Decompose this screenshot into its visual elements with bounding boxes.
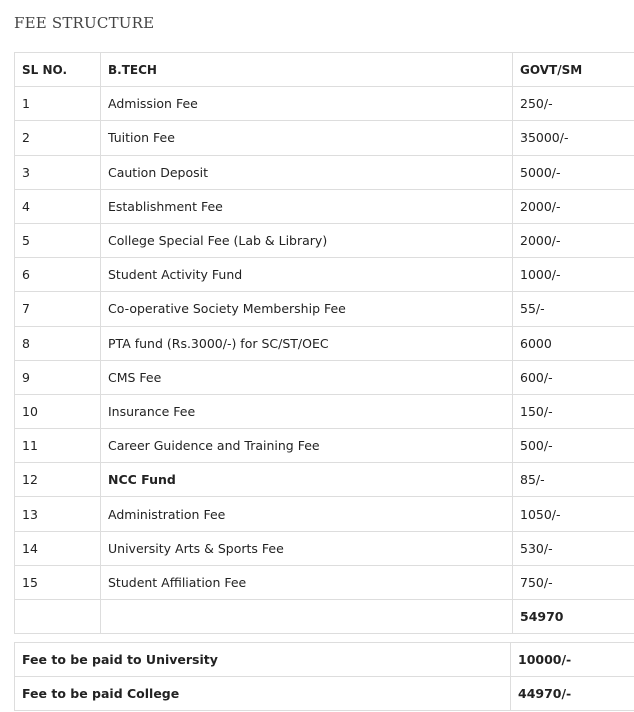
row-amount: 750/-: [513, 565, 634, 599]
row-amount: 1050/-: [513, 497, 634, 531]
row-item: Admission Fee: [101, 87, 513, 121]
row-item: Caution Deposit: [101, 155, 513, 189]
summary-amount: 10000/-: [511, 643, 634, 677]
row-item: University Arts & Sports Fee: [101, 531, 513, 565]
page-title: FEE STRUCTURE: [14, 14, 155, 32]
table-row: [15, 360, 634, 394]
row-amount: 5000/-: [513, 155, 634, 189]
row-item: Administration Fee: [101, 497, 513, 531]
table-row: [15, 497, 634, 531]
table-row: [15, 189, 634, 223]
table-row: [15, 326, 634, 360]
row-amount: 35000/-: [513, 121, 634, 155]
row-item: PTA fund (Rs.3000/-) for SC/ST/OEC: [101, 326, 513, 360]
header-quota: GOVT/SM: [513, 53, 634, 87]
row-amount: 600/-: [513, 360, 634, 394]
row-amount: 500/-: [513, 429, 634, 463]
row-sl: 12: [15, 463, 101, 497]
row-item: Career Guidence and Training Fee: [101, 429, 513, 463]
row-amount: 2000/-: [513, 189, 634, 223]
row-item: Co-operative Society Membership Fee: [101, 292, 513, 326]
row-item: College Special Fee (Lab & Library): [101, 223, 513, 257]
row-sl: 2: [15, 121, 101, 155]
summary-row: [15, 677, 634, 711]
row-sl: 11: [15, 429, 101, 463]
row-amount: 1000/-: [513, 258, 634, 292]
table-row: [15, 394, 634, 428]
row-sl: 9: [15, 360, 101, 394]
summary-label: Fee to be paid to University: [15, 643, 511, 677]
row-item: Student Activity Fund: [101, 258, 513, 292]
table-row: [15, 258, 634, 292]
table-row: [15, 463, 634, 497]
row-item: Establishment Fee: [101, 189, 513, 223]
header-sl-no: SL NO.: [15, 53, 101, 87]
table-row: [15, 429, 634, 463]
row-amount: 250/-: [513, 87, 634, 121]
row-amount: 530/-: [513, 531, 634, 565]
total-amount: 54970: [513, 600, 634, 634]
summary-row: [15, 643, 634, 677]
row-sl: 3: [15, 155, 101, 189]
total-empty-cell: [15, 600, 101, 634]
row-item: Tuition Fee: [101, 121, 513, 155]
row-amount: 150/-: [513, 394, 634, 428]
summary-label: Fee to be paid College: [15, 677, 511, 711]
table-row: [15, 292, 634, 326]
row-item: CMS Fee: [101, 360, 513, 394]
table-row: [15, 155, 634, 189]
row-sl: 10: [15, 394, 101, 428]
fee-structure-table: [14, 52, 634, 634]
row-item: NCC Fund: [101, 463, 513, 497]
row-amount: 6000: [513, 326, 634, 360]
table-row: [15, 565, 634, 599]
total-row: [15, 600, 634, 634]
table-row: [15, 223, 634, 257]
row-sl: 7: [15, 292, 101, 326]
fee-summary-table: [14, 642, 634, 711]
row-sl: 14: [15, 531, 101, 565]
summary-amount: 44970/-: [511, 677, 634, 711]
table-header-row: [15, 53, 634, 87]
row-sl: 1: [15, 87, 101, 121]
row-amount: 85/-: [513, 463, 634, 497]
table-row: [15, 531, 634, 565]
row-sl: 6: [15, 258, 101, 292]
row-amount: 55/-: [513, 292, 634, 326]
row-sl: 4: [15, 189, 101, 223]
row-sl: 5: [15, 223, 101, 257]
total-empty-cell: [101, 600, 513, 634]
row-item: Student Affiliation Fee: [101, 565, 513, 599]
table-row: [15, 121, 634, 155]
row-sl: 8: [15, 326, 101, 360]
row-sl: 13: [15, 497, 101, 531]
header-course: B.TECH: [101, 53, 513, 87]
row-amount: 2000/-: [513, 223, 634, 257]
row-sl: 15: [15, 565, 101, 599]
table-row: [15, 87, 634, 121]
row-item: Insurance Fee: [101, 394, 513, 428]
